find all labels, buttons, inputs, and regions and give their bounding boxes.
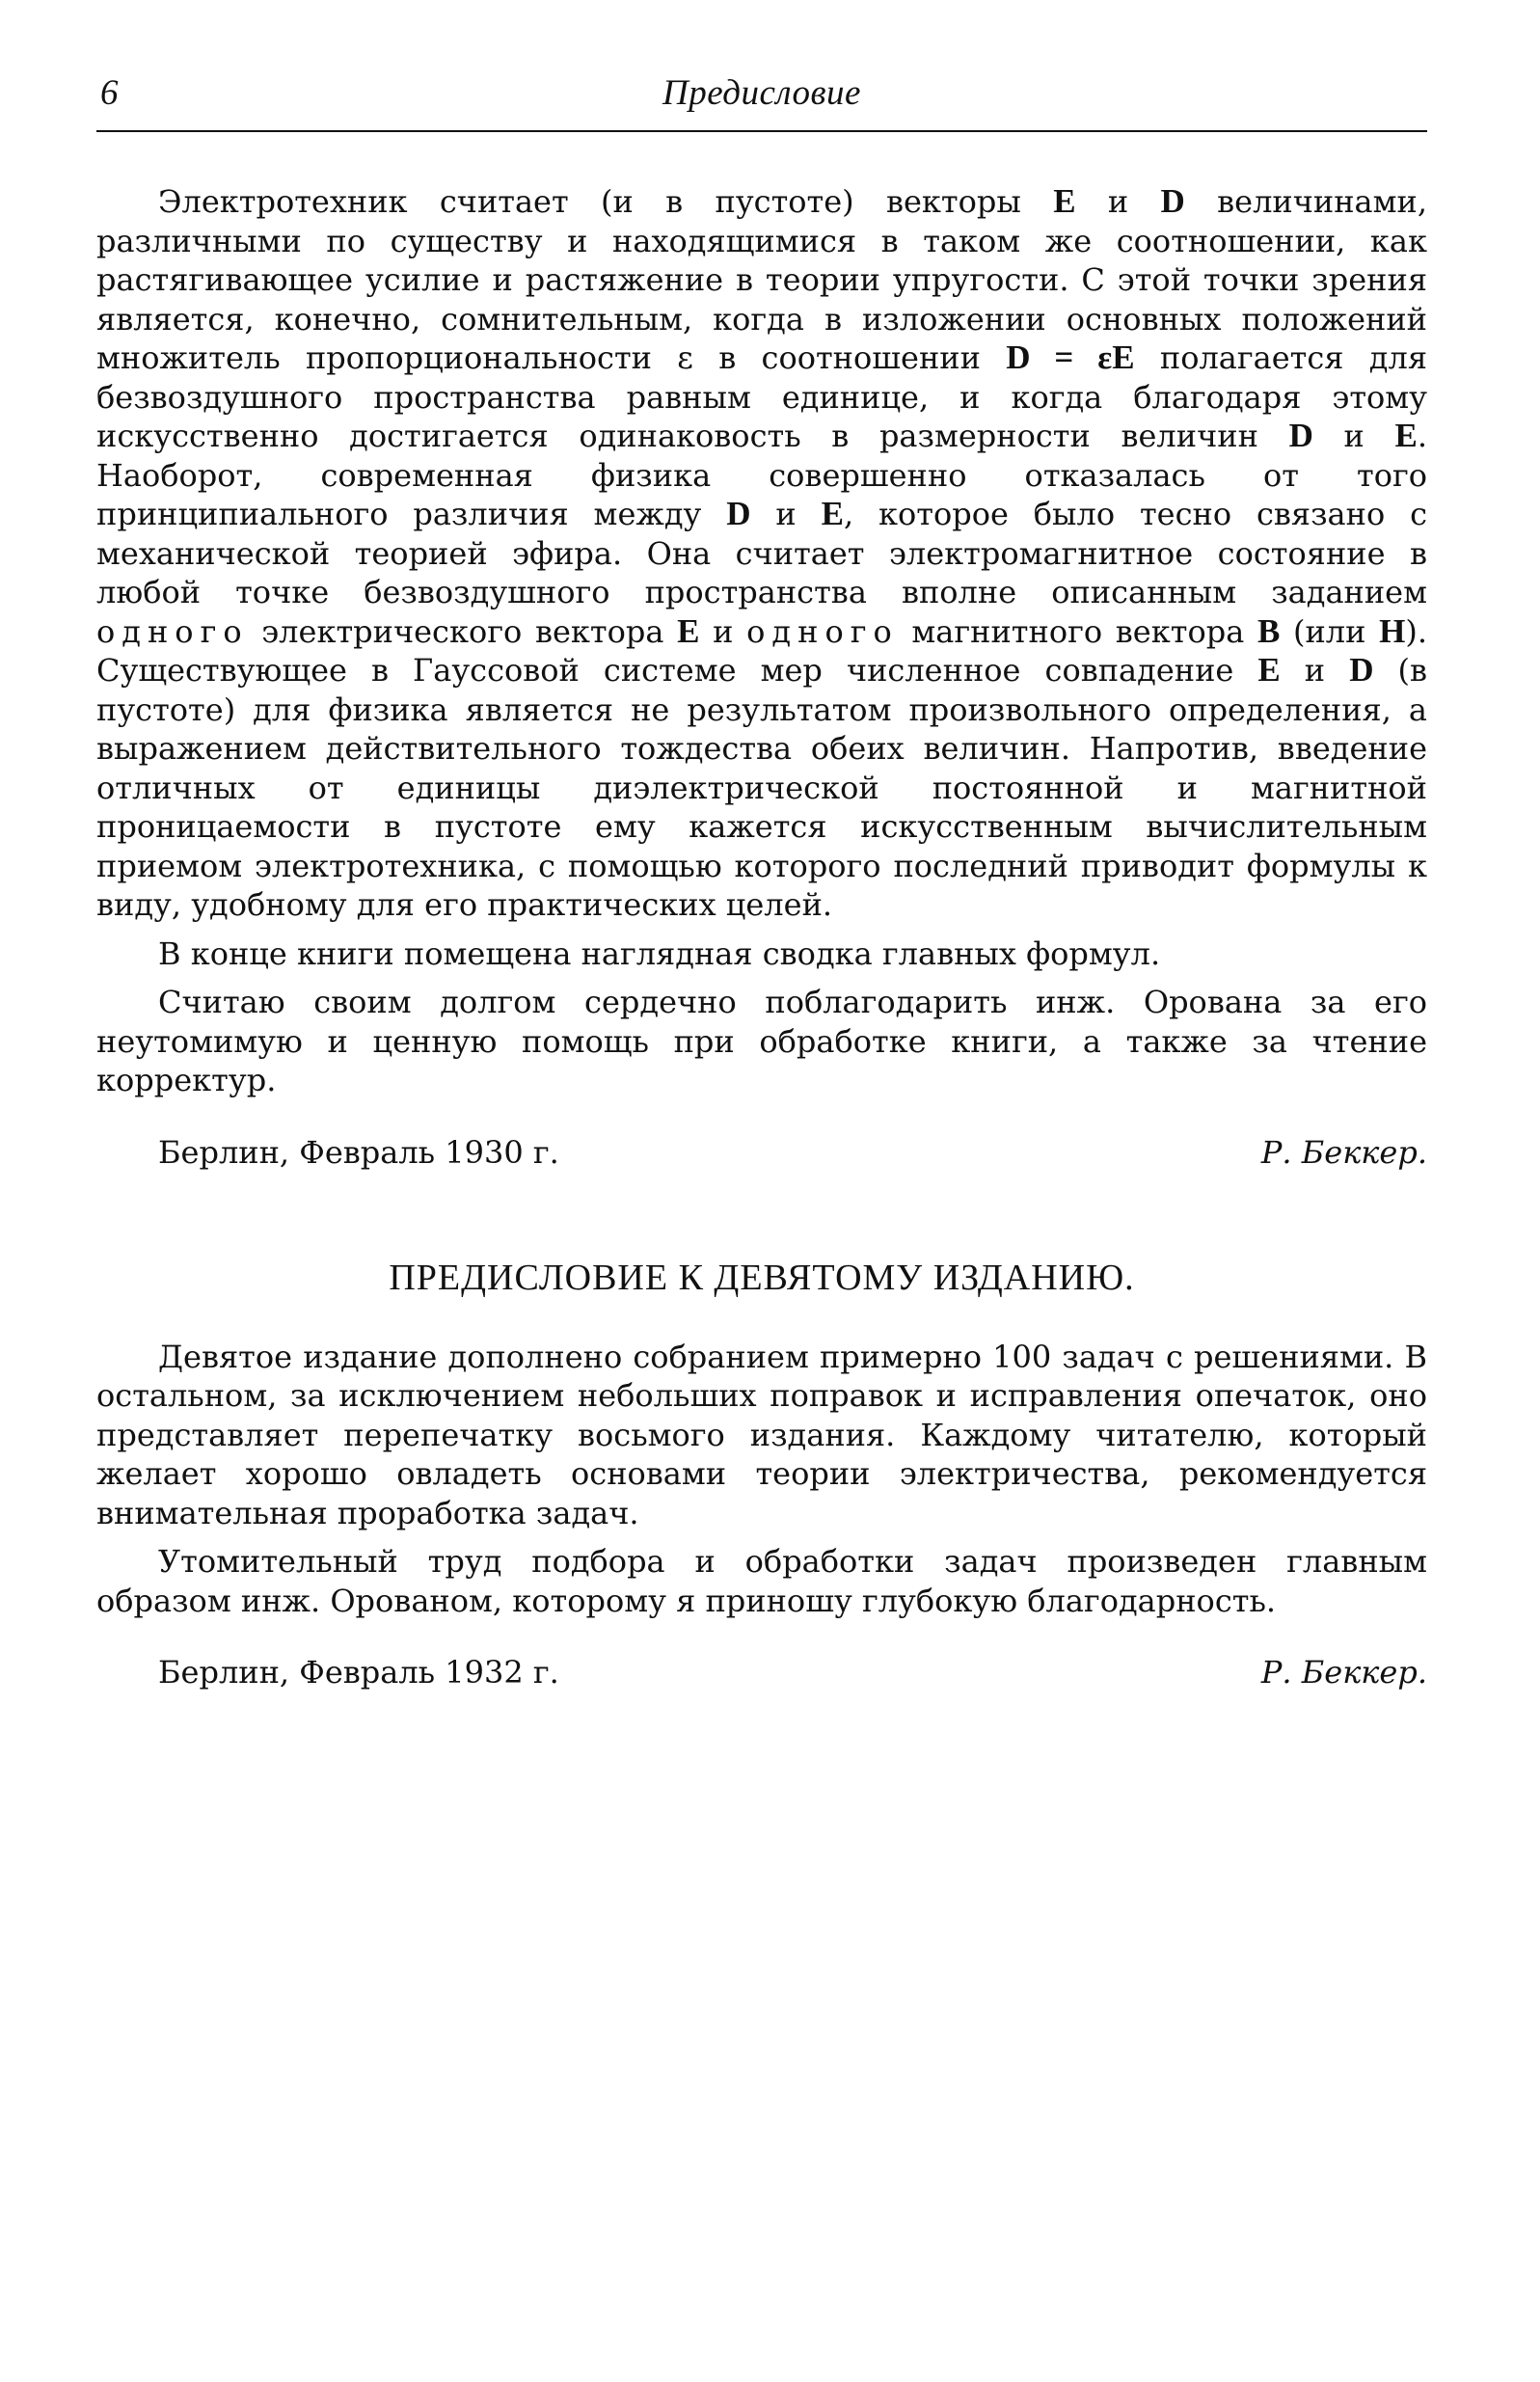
preface-8-paragraph-1 [96, 182, 1427, 925]
preface-8-signature [96, 1133, 1427, 1172]
text-run: , которое было тесно связано с механической теорией эфира. Она считает электромагнитное состояние в любой точке безвоздушного пространства вполне описанным заданием [96, 496, 1428, 610]
text-run: и [699, 612, 747, 650]
text-run: электрического вектора [248, 612, 678, 650]
vector-symbol: H [1379, 611, 1406, 650]
text-run: ). Существующее в Гауссовой системе мер численное совпадение [96, 612, 1428, 689]
signature-author: Р. Беккер. [1260, 1133, 1427, 1171]
page-number: 6 [100, 73, 119, 113]
preface-8-paragraph-3: Считаю своим долгом сердечно поблагодарить инж. Орована за его неутомимую и ценную помощь при обработке книги, а также за чтение корректур. [96, 984, 1427, 1098]
vector-symbol: D [1160, 182, 1185, 220]
vector-symbol: B [1256, 611, 1281, 650]
equation: D = εE [1006, 338, 1135, 376]
section-title: ПРЕДИСЛОВИЕ К ДЕВЯТОМУ ИЗДАНИЮ. [389, 1257, 1135, 1298]
text-run: . Наоборот, современная физика совершенно отказалась от того принципиального различия между [96, 418, 1428, 532]
text-run: и [750, 496, 822, 532]
vector-symbol: D [726, 495, 751, 532]
text-run: и [1075, 183, 1161, 220]
book-page [96, 72, 1427, 1692]
text-run: и [1312, 418, 1395, 454]
text-run: (в пустоте) для физика является не результатом произвольного определения, а выражением действительного тождества обеих величин. Напротив, введение отличных от единицы диэлектрической постоянной и магнитной проницаемости в пустоте ему кажется искусственным вычислительным приемом электротехника, с помощью которого последний приводит формулы к виду, удобному для его практических целей. [96, 652, 1428, 923]
signature-place-date: Берлин, Февраль 1930 г. [158, 1133, 559, 1171]
preface-9-signature [96, 1653, 1427, 1692]
running-header [96, 72, 1427, 132]
text-run: величинами, различными по существу и находящимися в таком же соотношении, как растягивающее усилие и растяжение в теории упругости. С этой точки зрения является, конечно, сомнительным, когда в изложении основных положений множитель пропорциональности ε в соотношении [96, 183, 1428, 376]
vector-symbol: E [677, 611, 700, 650]
text-run: магнитного вектора [898, 612, 1257, 650]
vector-symbol: E [1394, 417, 1418, 454]
text-run: и [1280, 652, 1350, 689]
vector-symbol: E [1053, 182, 1076, 220]
running-title: Предисловие [662, 73, 861, 113]
vector-symbol: E [821, 495, 844, 532]
spaced-emphasis: одного [96, 612, 249, 650]
text-run: (или [1280, 612, 1380, 650]
vector-symbol: E [1257, 651, 1281, 689]
signature-author: Р. Беккер. [1260, 1654, 1427, 1691]
vector-symbol: D [1349, 651, 1374, 689]
page-body [96, 182, 1427, 1692]
signature-place-date: Берлин, Февраль 1932 г. [158, 1654, 559, 1691]
preface-9-paragraph-1: Девятое издание дополнено собранием примерно 100 задач с решениями. В остальном, за исключением небольших поправок и исправления опечаток, оно представляет перепечатку восьмого издания. Каждому читателю, который желает хорошо овладеть основами теории электричества, рекомендуется внимательная проработка задач. [96, 1338, 1427, 1531]
preface-8-paragraph-2: В конце книги помещена наглядная сводка главных формул. [158, 934, 1161, 972]
text-run: полагается для безвоздушного пространства равным единице, и когда благодаря этому искусственно достигается одинаковость в размерности величин [96, 339, 1427, 454]
text-run: Электротехник считает (и в пустоте) векторы [158, 183, 1054, 220]
spaced-emphasis: одного [746, 612, 899, 650]
vector-symbol: D [1288, 417, 1313, 454]
preface-9-paragraph-2: Утомительный труд подбора и обработки задач произведен главным образом инж. Орованом, которому я приношу глубокую благодарность. [96, 1543, 1427, 1619]
